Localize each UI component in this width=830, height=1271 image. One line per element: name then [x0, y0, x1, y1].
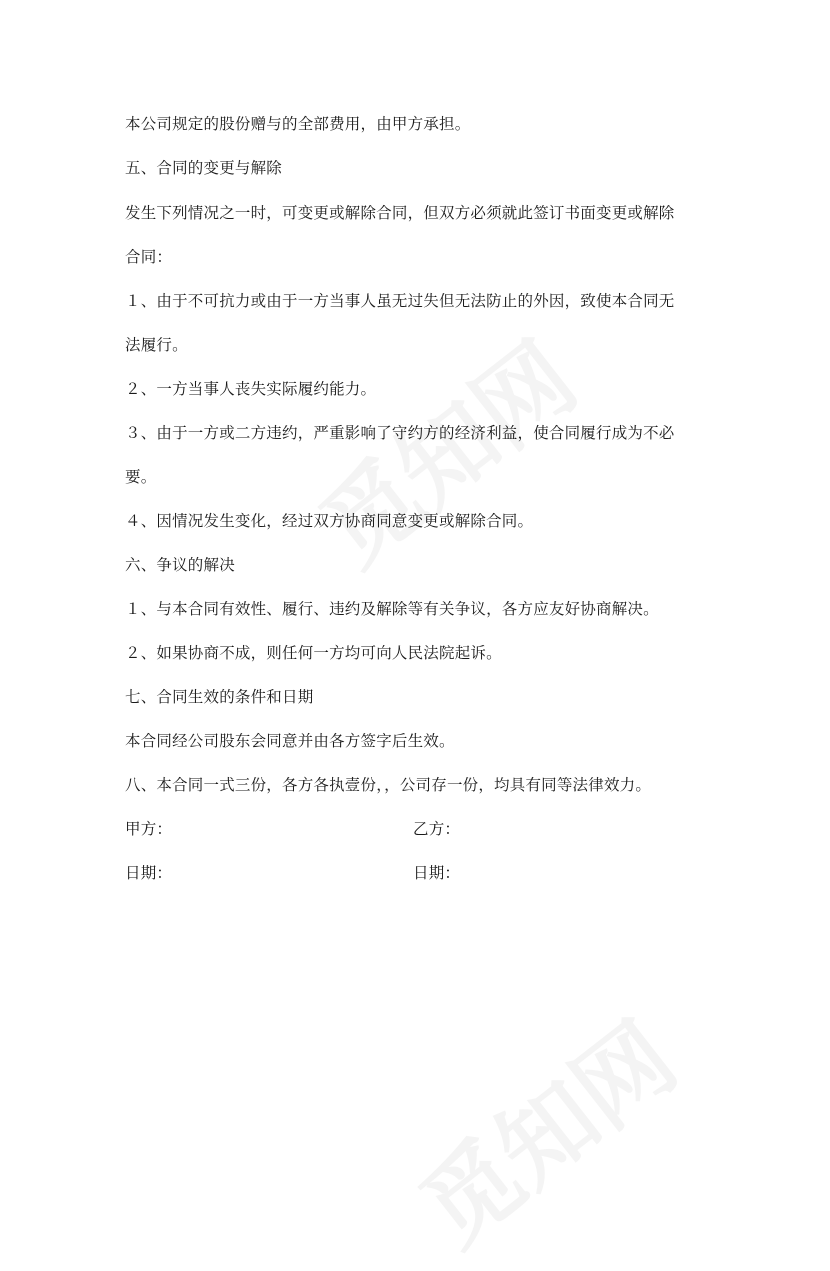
paragraph-copies: 八、本合同一式三份，各方各执壹份，，公司存一份，均具有同等法律效力。	[125, 776, 652, 794]
watermark	[288, 306, 599, 591]
paragraph-effective: 本合同经公司股东会同意并由各方签字后生效。	[125, 732, 455, 750]
list-item-4: ４、因情况发生变化，经过双方协商同意变更或解除合同。	[125, 512, 534, 530]
list-item-3: ３、由于一方或二方违约，严重影响了守约方的经济利益，使合同履行成为不必	[125, 424, 675, 442]
paragraph-fee: 本公司规定的股份赠与的全部费用，由甲方承担。	[125, 115, 471, 133]
list-item-3-cont: 要。	[125, 468, 157, 486]
signature-party-b: 乙方：	[413, 820, 461, 838]
signature-date-b: 日期：	[413, 864, 461, 882]
watermark	[388, 986, 699, 1271]
list-item-2: ２、一方当事人丧失实际履约能力。	[125, 380, 377, 398]
heading-effective: 七、合同生效的条件和日期	[125, 688, 314, 706]
dispute-item-1: １、与本合同有效性、履行、违约及解除等有关争议，各方应友好协商解决。	[125, 600, 659, 618]
heading-dispute: 六、争议的解决	[125, 556, 235, 574]
heading-change-termination: 五、合同的变更与解除	[125, 159, 283, 177]
list-item-1: １、由于不可抗力或由于一方当事人虽无过失但无法防止的外因，致使本合同无	[125, 292, 675, 310]
signature-date-a: 日期：	[125, 864, 173, 882]
list-item-1-cont: 法履行。	[125, 336, 188, 354]
dispute-item-2: ２、如果协商不成，则任何一方均可向人民法院起诉。	[125, 644, 502, 662]
paragraph-conditions-cont: 合同：	[125, 248, 173, 266]
paragraph-conditions: 发生下列情况之一时，可变更或解除合同，但双方必须就此签订书面变更或解除	[125, 204, 675, 222]
signature-party-a: 甲方：	[125, 820, 173, 838]
